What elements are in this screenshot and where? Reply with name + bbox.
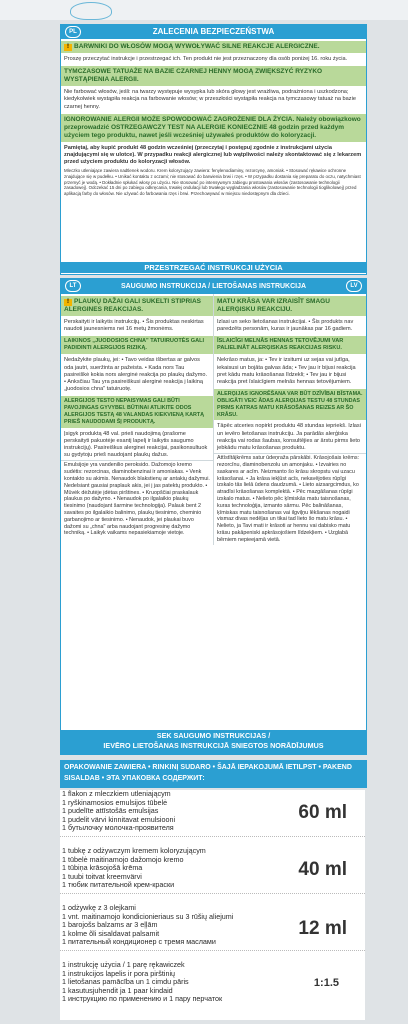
lt-warning-1: ! PLAUKŲ DAŽAI GALI SUKELTI STIPRIAS ALERGINES REAKCIJAS. bbox=[61, 296, 213, 316]
top-strip bbox=[0, 0, 408, 20]
lang-badge-lv: LV bbox=[346, 280, 362, 292]
lv-warning-3: ALERĢIJAS IGNORĒŠANA VAR BŪT DZĪVĪBAI BĪSTAMA. OBLIGĀTI VEIC ĀDAS ALERĢIJAS TESTU 48 STUNDAS PIRMS KATRAS MATU KRĀSOŠANAS REIZES AR ŠO KRĀSU. bbox=[214, 389, 366, 420]
lang-badge-pl: PL bbox=[65, 26, 81, 38]
follow-bar-line-1: SEK SAUGUMO INSTRUKCIJAS / bbox=[61, 730, 366, 741]
kit-row-instructions: 1 instrukcję użycia / 1 parę rękawiczek 1 instrukcijos lapelis ir pora pirštinių 1 lietošanas pamācība un 1 cimdu pāris 1 kasutusjuhendit ja 1 paar kindaid 1 инструкцию по применению и 1 пару перчаток 1:1.5 bbox=[62, 960, 339, 1004]
lt-warning-3: ALERGIJOS TESTO NEPAISYMAS GALI BŪTI PAVOJINGAS GYVYBEI. BŪTINAI ATLIKITE ODOS ALERGIJOS TESTĄ 48 VALANDAS KIEKVIENĄ KARTĄ PRIEŠ NAUDODAMI ŠĮ PRODUKTĄ. bbox=[61, 396, 213, 427]
lt-paragraph-4: Emulsijoje yra vandenilio peroksido. Dažomojo kremo sudėtis: rezorcinas, diaminobenzinai ir amoniakas. • Venk kontakto su akimis. Nenaudok blakstienų ar antakių dažymui. Nedelsiant gausiai praplauk akis, jei į jas patektų produkto. • Mūvėk dėžutėje įdėtas pirštines. • Kruopščiai praskalauk plaukus po dažymo. • Nenaudok po ilgalaikio plaukų tiesinimo (naudojant šarmine technologija). Palauk bent 2 savaites po ilgalaikio balinimo, plaukų tiesinimo, cheminio garbanojimo ar tiesinimo. • Nenaudok, jei plaukai buvo dažomi su „chna" arba naudojant progresinę dažymo techniką. • Laikyk vaikams nepasiekiamoje vietoje. bbox=[61, 460, 213, 538]
column-lt bbox=[61, 294, 213, 545]
lang-badge-lt: LT bbox=[65, 280, 81, 292]
volume-label: 60 ml bbox=[298, 802, 347, 823]
paragraph-1: Proszę przeczytać instrukcje i przestrzegać ich. Ten produkt nie jest przeznaczony dla osób poniżej 16. roku życia. bbox=[64, 56, 348, 62]
kit-row-conditioner: 1 odżywkę z 3 olejkami 1 vnt. maitinamojo kondicionieriaus su 3 rūšių aliejumi 1 barojošs balzams ar 3 eļļām 1 kolme õli sisaldavat palsamit 1 питательный кондиционер с тремя маслами 12 ml bbox=[60, 904, 365, 951]
warning-icon: ! bbox=[64, 299, 72, 306]
paragraph-4: Mleczko utleniające zawiera nadtlenek wodoru. Krem koloryzujący zawiera: fenylenodiaminy, rezorcynę, amoniak. • Stosować rękawice ochronne znajdujące się w pudełku. • Unikać kontaktu z oczami; nie stosować do barwienia brwi i rzęs. • W przypadku dostania się preparatu do oczu, natychmiast przemyć je wodą. • Dokładnie spłukać włosy po użyciu. Nie stosować po intensywnym zabiegu prostowania włosów (zastosowanie technologii zasadowej). Odczekać 15 dni po zabiegu odkręcania, trwałej ondulacji lub trwałego wygładzania włosów (zastosowanie technologii tioglikolowej) przed aplikacją farby do włosów. Nie używać do farbowania rzęs i brwi. Przechowywać w miejscu niedostępnym dla dzieci. bbox=[64, 168, 361, 196]
lv-paragraph-4: Attīstītājkrēms satur ūdeņraža pārskābi. Krāsojošais krēms: rezorcīnu, diaminobenzolu un amonjaku. • Izvairies no saskares ar acīm. Neizmanto šo krāsu skropstu vai uzacu krāsošanai. • Ja krāsa iekļūst acīs, nekavējoties rūpīgi izskalo tās lielā ūdens daudzumā. • Lieto aizsargcimdus, ko atradīsi krāsošanas komplektā. • Pēc mazgāšanas rūpīgi izskalo matus. • Nelieto pēc ķīmiskās matu taisnošanas, kuras technoloģija, izmanto sārmu. Pēc balināšanas, ķīmiskas matu taisnošanas vai ilgviļņu lēkšanas nogaidi vismaz divas nedēļas un tikai tad lieto šo matu krāsu. • Nelieto, ja Tavi mati ir krāsoti ar hennu vai dabisko matu krāsu pakāpeniski apkrāsojošiem līdzekļiem. • Uzglabā bērniem nepieejamā vietā. bbox=[214, 453, 366, 544]
safety-panel-pl bbox=[60, 24, 367, 264]
contents-header: OPAKOWANIE ZAWIERA • RINKINĮ SUDARO • ŠAJĀ IEPAKOJUMĀ IETILPST • PAKEND SISALDAB • ЭТА УПАКОВКА СОДЕРЖИТ: bbox=[61, 761, 366, 787]
lv-paragraph-3: Tāpēc atceries nopirkt produktu 48 stundas iepriekš. Izlasi un ievēro lietošanas instrukciju. Ja parādās alerģiska reakcija vai rodas šaubas, konsultējies ar ārstu pirms lieto jebkādu matu krāsošanas produktu. bbox=[217, 423, 361, 452]
paragraph-3: Pamiętaj, aby kupić produkt 48 godzin wcześniej (przeczytaj i postępuj zgodnie z instrukcjami użycia znajdującymi się w ulotce). W przypadku reakcji alergicznej lub wątpliwości należy skontaktować się z lekarzem przed użyciem produktu do koloryzacji włosów. bbox=[64, 144, 362, 166]
warning-3: IGNOROWANIE ALERGII MOŻE SPOWODOWAĆ ZAGROŻENIE DLA ŻYCIA. Należy obowiązkowo przeprowadzić OSTRZEGAWCZY TEST NA ALERGIE KONIECZNIE 48 godzin przed każdym użyciem tego produktu, nawet jeśli wcześniej używałeś produktów do koloryzacji. bbox=[61, 114, 366, 142]
kit-row-developer: 1 flakon z mleczkiem utleniającym 1 ryškinamosios emulsijos tūbelė 1 pudelīte attīstošās emulsijas 1 pudelit värvi kinnitavat emulsiooni 1 бутылочку молочка-проявителя 60 ml bbox=[60, 790, 365, 837]
lt-paragraph-3: Įsigyk produktą 48 val. prieš naudojimą (prašome perskaityti pakuotėje esantį lapelį ir laikytis saugumo instrukcijų). Pasireiškus alerginei reakcijai, pasikonsultuok su gydytoju prieš naudojant plaukų dažus. bbox=[64, 430, 208, 459]
warning-icon: ! bbox=[64, 44, 72, 51]
volume-label: 12 ml bbox=[298, 918, 347, 939]
two-column-body bbox=[61, 294, 366, 545]
panel-title: ZALECENIA BEZPIECZEŃSTWA bbox=[152, 27, 275, 36]
safety-panel-lt-lv bbox=[60, 278, 367, 732]
volume-label: 40 ml bbox=[298, 859, 347, 880]
lv-warning-1: MATU KRĀSA VAR IZRAISĪT SMAGU ALERĢISKU REAKCIJU. bbox=[214, 296, 366, 316]
panel-header bbox=[61, 279, 366, 294]
follow-bar-line-2: IEVĒRO LIETOŠANAS INSTRUKCIJĀ SNIEGTOS NORĀDĪJUMUS bbox=[61, 741, 366, 751]
contents-header-box bbox=[60, 760, 367, 788]
lv-paragraph-1: Izlasi un seko lietošanas instrukcijai. • Šis produkts nav paredzēts personām, kuras ir jaunākas par 16 gadiem. bbox=[217, 319, 354, 333]
pl-bar bbox=[60, 262, 367, 275]
column-lv bbox=[213, 294, 366, 545]
lv-paragraph-2: Nekrāso matus, ja: • Tev ir izsitumi uz sejas vai jutīga, iekaisusi un bojāta galvas āda; • Tev jau ir bijusi reakcija pret kādu matu krāsošanas līdzekli; • Tev jau ir bijusi reakcija pret īslaicīgiem melnās hennas tetovējumiem. bbox=[217, 357, 356, 386]
warning-1: ! BARWNIKI DO WŁOSÓW MOGĄ WYWOŁYWAĆ SILNE REAKCJE ALERGICZNE. bbox=[61, 41, 366, 53]
lt-warning-2: LAIKINOS „JUODOSIOS CHNA" TATUIRUOTĖS GALI PADIDINTI ALERGIJOS RIZIKĄ. bbox=[61, 336, 213, 354]
brand-logo-icon bbox=[70, 2, 112, 20]
contents-list bbox=[60, 790, 365, 1020]
paragraph-2: Nie farbować włosów, jeśli: na twarzy występuje wysypka lub skóra głowy jest wrażliwa, podrażniona i uszkodzona; kiedykolwiek wystąpiła reakcja na farbowanie włosów; w przeszłości wystąpiła reakcja na tymczasowy tatuaż na bazie czarnej henny. bbox=[64, 89, 356, 110]
mix-ratio: 1:1.5 bbox=[313, 977, 339, 989]
warning-2: TYMCZASOWE TATUAŻE NA BAZIE CZARNEJ HENNY MOGĄ ZWIĘKSZYĆ RYZYKO WYSTĄPIENIA ALERGII. bbox=[61, 66, 366, 86]
lt-paragraph-1: Perskaityti ir laikytis instrukcijų. • Šis produktas neskirtas naudoti jaunesniems nei 16 metų žmonėms. bbox=[64, 319, 204, 333]
lt-paragraph-2: Nedažykite plaukų, jei: • Tavo veidas išbertas ar galvos oda jautri, sueržinta ar pažeista. • Kada nors Tau pasireiškė kokia nors alerginė reakcija po plaukų dažymo. • Anksčiau Tau yra pasireiškusi alerginė reakcija į laikiną „juodosios chna" tatuiruotę. bbox=[64, 357, 208, 393]
panel-header bbox=[61, 25, 366, 39]
lt-lv-bar bbox=[60, 730, 367, 755]
panel-title: SAUGUMO INSTRUKCIJA / LIETOŠANAS INSTRUKCIJA bbox=[120, 283, 307, 290]
follow-instructions-bar: PRZESTRZEGAĆ INSTRUKCJI UŻYCIA bbox=[61, 262, 366, 273]
lv-warning-2: ĪSLAICĪGI MELNĀS HENNAS TETOVĒJUMI VAR PALIELINĀT ALERĢISKAS REAKCIJAS RISKU. bbox=[214, 336, 366, 354]
kit-row-color-cream: 1 tubkę z odżywczym kremem koloryzującym 1 tūbelė maitinamojo dažomojo kremo 1 tūbiņa krāsojošā krēma 1 tuubi toitvat kreemvärvi 1 тюбик питательной крем-краски 40 ml bbox=[60, 847, 365, 894]
